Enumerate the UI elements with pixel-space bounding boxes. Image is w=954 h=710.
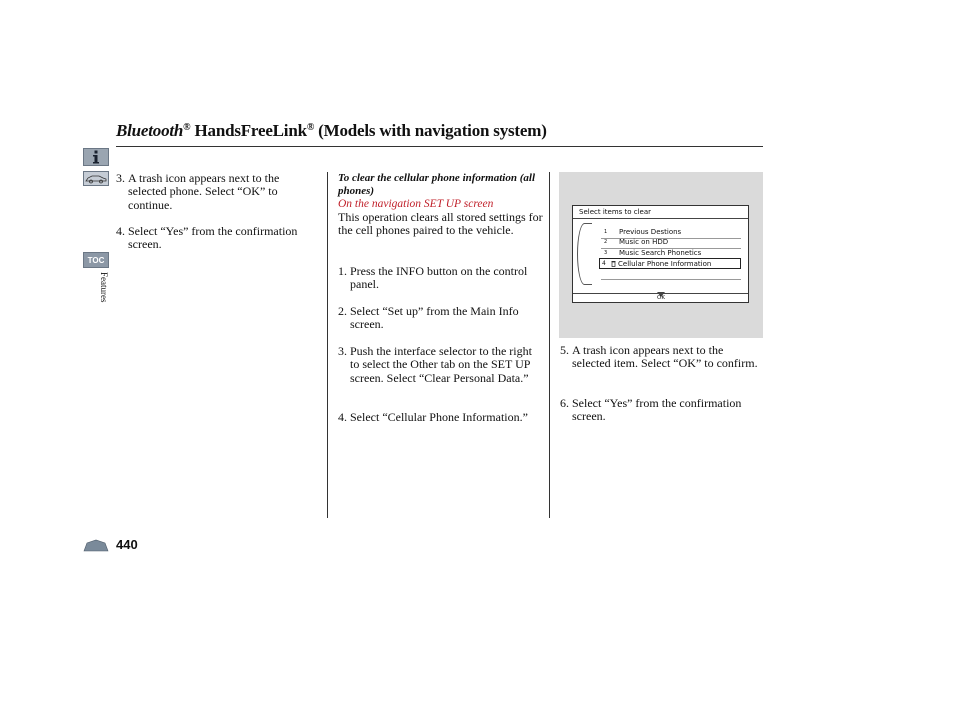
column-divider <box>327 172 328 518</box>
screen-header: Select items to clear <box>579 208 652 216</box>
item-label: Previous Destions <box>619 228 682 236</box>
step-1 <box>338 265 543 292</box>
intro-text: This operation clears all stored settings for the cell phones paired to the vehicle. <box>338 210 543 238</box>
step-text: Select “Cellular Phone Information.” <box>350 410 528 424</box>
screen-reference: On the navigation SET UP screen <box>338 198 494 210</box>
list-item <box>601 237 741 247</box>
column-2 <box>338 172 543 424</box>
step-text: Push the interface selector to the right to select the Other tab on the SET UP screen. Select “Clear Personal Data.” <box>350 344 532 385</box>
step-text: Select “Yes” from the confirmation screen. <box>128 224 298 252</box>
step-text: A trash icon appears next to the selected item. Select “OK” to confirm. <box>572 343 758 371</box>
step-4 <box>116 225 316 252</box>
selector-arc <box>577 223 592 285</box>
step-number: 5. <box>560 343 569 357</box>
home-icon <box>82 539 110 552</box>
item-number: 2 <box>604 239 608 245</box>
item-number: 3 <box>604 250 608 256</box>
car-icon[interactable] <box>83 171 109 186</box>
step-number: 1. <box>338 264 347 278</box>
step-6 <box>560 397 760 424</box>
item-number: 4 <box>602 260 606 267</box>
title-models: (Models with navigation system) <box>314 121 547 140</box>
step-5 <box>560 344 760 371</box>
page-number: 440 <box>116 537 138 552</box>
section-label: Features <box>99 272 109 303</box>
step-text: Press the INFO button on the control panel. <box>350 264 528 292</box>
info-glyph-icon <box>91 150 101 164</box>
step-text: Select “Yes” from the confirmation screen. <box>572 396 742 424</box>
list-divider <box>601 279 741 280</box>
toc-button[interactable]: TOC <box>83 252 109 268</box>
page-title <box>116 121 547 141</box>
nav-screen-illustration <box>572 205 749 303</box>
list-item-selected <box>599 258 741 269</box>
trash-icon <box>611 260 616 267</box>
step-text: Select “Set up” from the Main Info screen. <box>350 304 519 332</box>
car-glyph-icon <box>85 174 107 184</box>
step-4 <box>338 411 528 424</box>
home-button[interactable] <box>82 539 110 552</box>
item-label: Music on HDD <box>619 238 669 246</box>
item-number: 1 <box>604 229 608 235</box>
step-3 <box>116 172 316 212</box>
step-number: 6. <box>560 396 569 410</box>
registered-mark: ® <box>183 122 191 133</box>
step-text: A trash icon appears next to the selected phone. Select “OK” to continue. <box>128 171 280 212</box>
item-label: Music Search Phonetics <box>619 249 702 257</box>
step-3 <box>338 345 543 385</box>
info-icon[interactable] <box>83 148 109 166</box>
title-handsfreelink: HandsFreeLink <box>190 121 307 140</box>
section-tab <box>101 272 111 322</box>
list-item <box>601 248 741 258</box>
title-rule <box>116 146 763 147</box>
step-number: 4. <box>116 224 125 238</box>
step-number: 3. <box>338 344 347 358</box>
screen-header-rule <box>573 218 748 219</box>
column-divider <box>549 172 550 518</box>
item-label: Cellular Phone Information <box>618 260 712 268</box>
title-bluetooth: Bluetooth <box>116 121 184 140</box>
step-number: 3. <box>116 171 125 185</box>
registered-mark: ® <box>306 122 315 133</box>
step-number: 4. <box>338 410 347 424</box>
step-number: 2. <box>338 304 347 318</box>
list-item <box>601 227 741 237</box>
ok-label: OK <box>657 295 665 301</box>
step-2 <box>338 305 543 332</box>
subheading: To clear the cellular phone information (all phones) <box>338 172 535 197</box>
